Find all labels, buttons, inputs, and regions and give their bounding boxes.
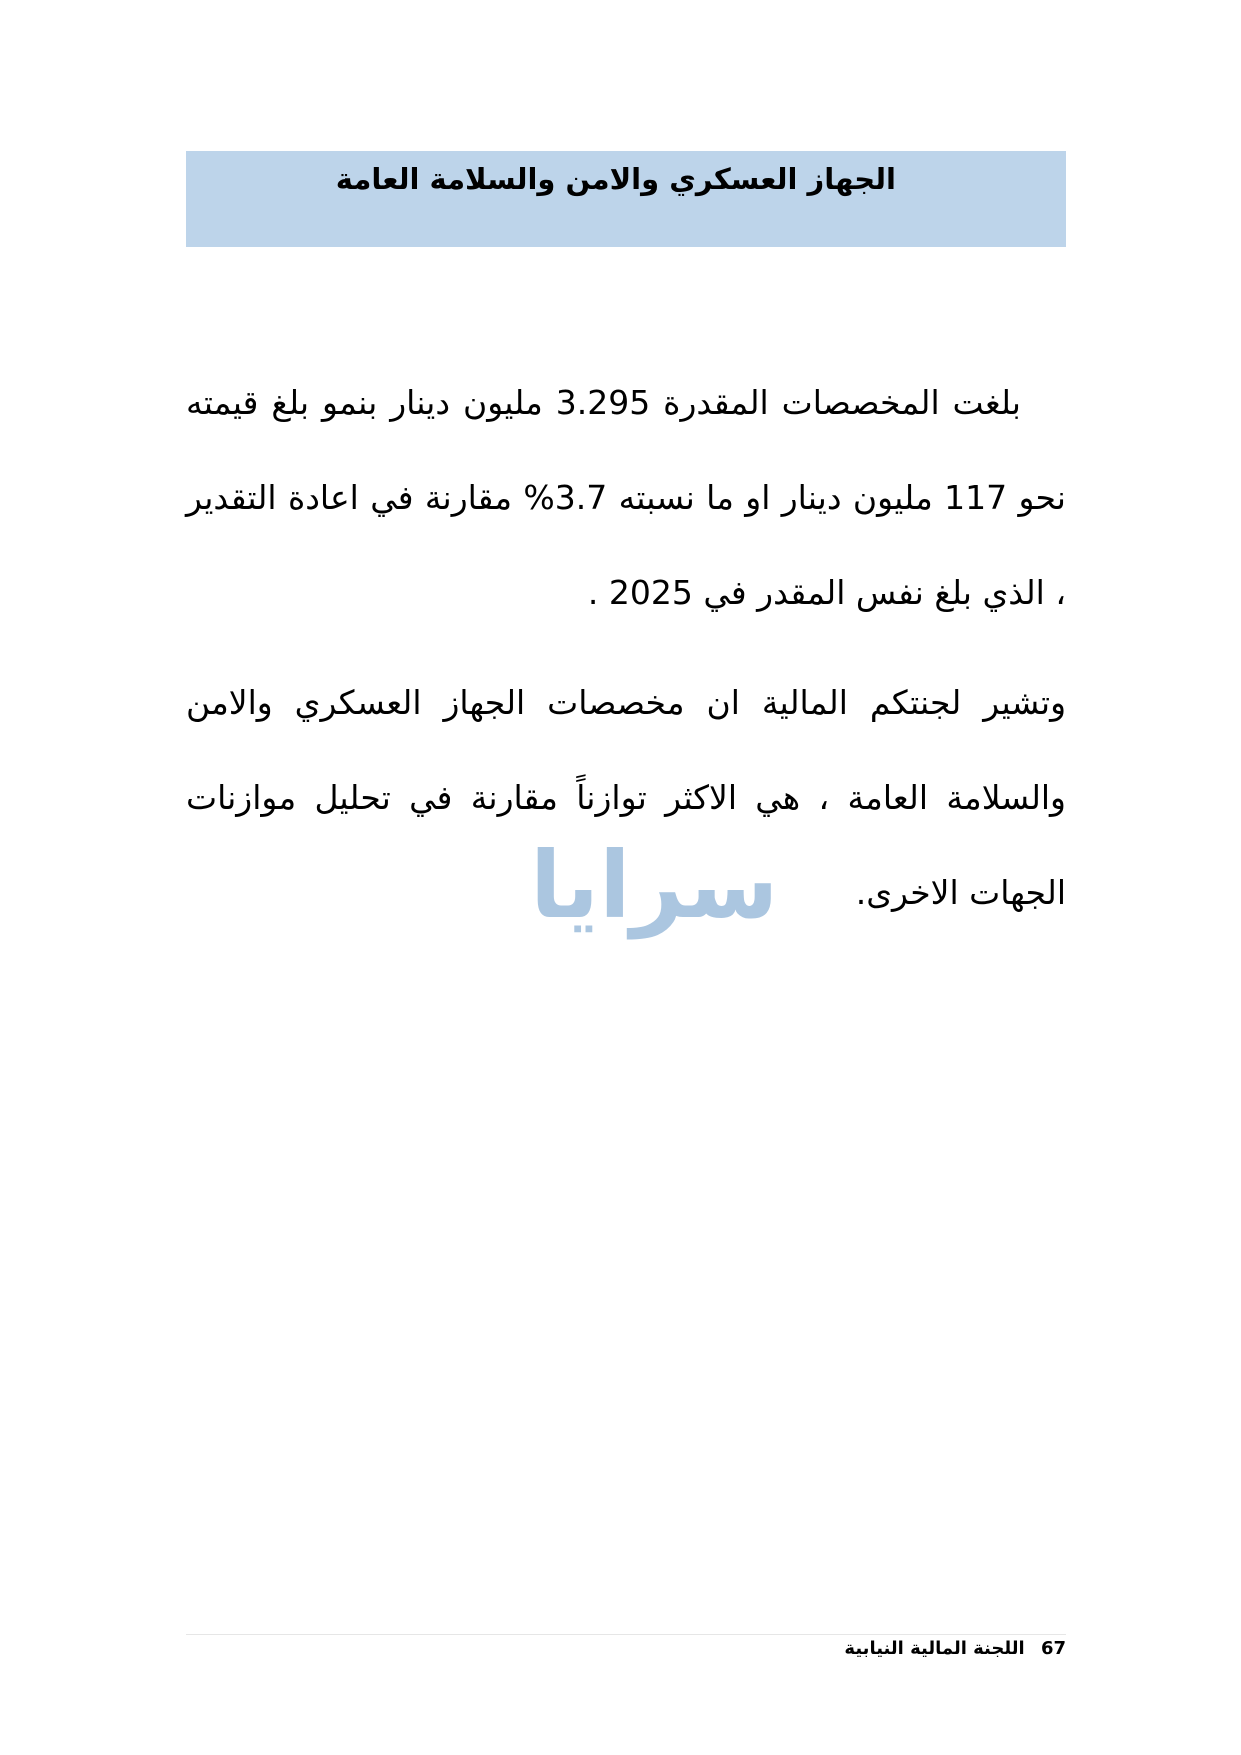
footer-divider [186,1634,1066,1635]
section-title-banner [186,151,1066,247]
watermark-logo: سرايا [530,832,779,939]
section-title: الجهاز العسكري والامن والسلامة العامة [335,162,896,196]
page-number: 67 [1040,1638,1066,1659]
page-footer [844,1638,1066,1659]
body-paragraph-1 [186,355,1066,640]
paragraph-text: بلغت المخصصات المقدرة 3.295 مليون دينار بنمو بلغ قيمته نحو 117 مليون دينار او ما نسبته 3.7% مقارنة في اعادة التقدير ، الذي بلغ نفس المقدر في 2025 . [186,383,1066,612]
paragraph-text: وتشير لجنتكم المالية ان مخصصات الجهاز العسكري والامن والسلامة العامة ، هي الاكثر توازناً مقارنة في تحليل موازنات الجهات الاخرى. [186,683,1066,912]
footer-label: اللجنة المالية النيابية [844,1638,1025,1659]
